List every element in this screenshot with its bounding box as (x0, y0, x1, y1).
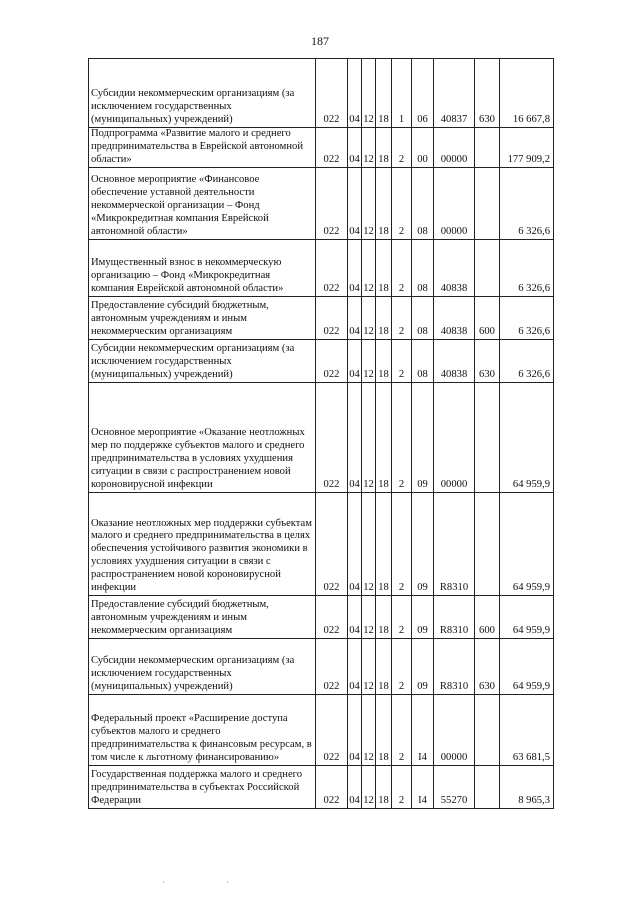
code-cell: 04 (348, 297, 362, 340)
scan-speck: · (162, 878, 165, 887)
code-cell (475, 766, 500, 809)
code-cell: 12 (362, 766, 376, 809)
table-row (89, 128, 554, 168)
code-cell: 022 (316, 297, 348, 340)
table-row (89, 493, 554, 596)
code-cell: 55270 (434, 766, 475, 809)
amount-cell: 6 326,6 (500, 297, 554, 340)
code-cell: 630 (475, 639, 500, 695)
code-cell: 06 (412, 59, 434, 128)
code-cell: 12 (362, 695, 376, 766)
code-cell: 18 (376, 639, 392, 695)
code-cell: 18 (376, 128, 392, 168)
row-name: Основное мероприятие «Финансовое обеспечение уставной деятельности некоммерческой организации – Фонд «Микрокредитная компания Еврейской автономной области» (89, 168, 316, 240)
row-name: Субсидии некоммерческим организациям (за исключением государственных (муниципальных) учреждений) (89, 59, 316, 128)
code-cell: 09 (412, 596, 434, 639)
table-row (89, 639, 554, 695)
budget-rows (89, 59, 554, 809)
row-name: Субсидии некоммерческим организациям (за исключением государственных (муниципальных) учреждений) (89, 639, 316, 695)
code-cell: 2 (392, 596, 412, 639)
code-cell: 022 (316, 340, 348, 383)
code-cell (475, 695, 500, 766)
code-cell: 12 (362, 128, 376, 168)
table-row (89, 297, 554, 340)
code-cell: 04 (348, 240, 362, 297)
code-cell (475, 168, 500, 240)
code-cell: 12 (362, 168, 376, 240)
code-cell: 09 (412, 383, 434, 493)
code-cell: 08 (412, 240, 434, 297)
code-cell: 2 (392, 340, 412, 383)
code-cell: 600 (475, 297, 500, 340)
table-row (89, 240, 554, 297)
code-cell (475, 383, 500, 493)
code-cell: 04 (348, 695, 362, 766)
table-row (89, 383, 554, 493)
code-cell: 18 (376, 240, 392, 297)
amount-cell: 16 667,8 (500, 59, 554, 128)
table-row (89, 766, 554, 809)
code-cell: 022 (316, 639, 348, 695)
row-name: Подпрограмма «Развитие малого и среднего предпринимательства в Еврейской автономной области» (89, 128, 316, 168)
code-cell: 2 (392, 493, 412, 596)
code-cell: 40837 (434, 59, 475, 128)
code-cell: I4 (412, 766, 434, 809)
table-row (89, 340, 554, 383)
amount-cell: 64 959,9 (500, 639, 554, 695)
code-cell: 18 (376, 340, 392, 383)
code-cell: 04 (348, 168, 362, 240)
code-cell: R8310 (434, 639, 475, 695)
amount-cell: 6 326,6 (500, 168, 554, 240)
code-cell: 18 (376, 493, 392, 596)
row-name: Субсидии некоммерческим организациям (за исключением государственных (муниципальных) учреждений) (89, 340, 316, 383)
code-cell: 04 (348, 596, 362, 639)
row-name: Оказание неотложных мер поддержки субъектам малого и среднего предпринимательства в целях обеспечения устойчивого развития экономики в условиях ухудшения ситуации в связи с распространением новой короновирусной инфекции (89, 493, 316, 596)
code-cell: 40838 (434, 297, 475, 340)
code-cell: 04 (348, 493, 362, 596)
code-cell: 04 (348, 383, 362, 493)
code-cell: 04 (348, 59, 362, 128)
code-cell (475, 128, 500, 168)
row-name: Государственная поддержка малого и среднего предпринимательства в субъектах Российской Федерации (89, 766, 316, 809)
code-cell: 18 (376, 383, 392, 493)
code-cell: R8310 (434, 493, 475, 596)
row-name: Основное мероприятие «Оказание неотложных мер по поддержке субъектов малого и среднего предпринимательства в условиях ухудшения ситуации в связи с распространением новой короновирусной инфекции (89, 383, 316, 493)
code-cell: 022 (316, 59, 348, 128)
code-cell: 022 (316, 240, 348, 297)
code-cell (475, 240, 500, 297)
code-cell: 630 (475, 340, 500, 383)
amount-cell: 6 326,6 (500, 240, 554, 297)
code-cell: 00000 (434, 695, 475, 766)
row-name: Предоставление субсидий бюджетным, автономным учреждениям и иным некоммерческим организациям (89, 297, 316, 340)
code-cell: 022 (316, 766, 348, 809)
code-cell: 2 (392, 383, 412, 493)
table-row (89, 59, 554, 128)
code-cell: 630 (475, 59, 500, 128)
code-cell: 18 (376, 168, 392, 240)
code-cell: R8310 (434, 596, 475, 639)
code-cell: 2 (392, 639, 412, 695)
code-cell: 40838 (434, 340, 475, 383)
row-name: Имущественный взнос в некоммерческую организацию – Фонд «Микрокредитная компания Еврейской автономной области» (89, 240, 316, 297)
code-cell: 022 (316, 695, 348, 766)
code-cell: 00 (412, 128, 434, 168)
code-cell: 022 (316, 493, 348, 596)
code-cell: 09 (412, 493, 434, 596)
amount-cell: 177 909,2 (500, 128, 554, 168)
code-cell: 12 (362, 493, 376, 596)
code-cell: I4 (412, 695, 434, 766)
page-number: 187 (311, 34, 329, 48)
code-cell: 40838 (434, 240, 475, 297)
code-cell: 2 (392, 766, 412, 809)
scan-speck: · (226, 878, 229, 887)
code-cell: 18 (376, 766, 392, 809)
amount-cell: 8 965,3 (500, 766, 554, 809)
table-row (89, 695, 554, 766)
code-cell: 2 (392, 128, 412, 168)
amount-cell: 64 959,9 (500, 596, 554, 639)
code-cell: 12 (362, 59, 376, 128)
code-cell: 00000 (434, 383, 475, 493)
code-cell: 12 (362, 240, 376, 297)
code-cell: 2 (392, 297, 412, 340)
code-cell: 08 (412, 297, 434, 340)
code-cell: 12 (362, 596, 376, 639)
code-cell: 2 (392, 695, 412, 766)
table-row (89, 596, 554, 639)
budget-table (88, 58, 554, 809)
code-cell: 18 (376, 297, 392, 340)
code-cell: 18 (376, 695, 392, 766)
code-cell: 08 (412, 168, 434, 240)
code-cell: 09 (412, 639, 434, 695)
code-cell: 1 (392, 59, 412, 128)
code-cell: 2 (392, 168, 412, 240)
amount-cell: 63 681,5 (500, 695, 554, 766)
code-cell: 04 (348, 340, 362, 383)
code-cell: 04 (348, 639, 362, 695)
code-cell: 600 (475, 596, 500, 639)
amount-cell: 64 959,9 (500, 383, 554, 493)
row-name: Предоставление субсидий бюджетным, автономным учреждениям и иным некоммерческим организациям (89, 596, 316, 639)
code-cell (475, 493, 500, 596)
code-cell: 08 (412, 340, 434, 383)
code-cell: 2 (392, 240, 412, 297)
code-cell: 12 (362, 340, 376, 383)
code-cell: 022 (316, 596, 348, 639)
amount-cell: 6 326,6 (500, 340, 554, 383)
code-cell: 04 (348, 128, 362, 168)
code-cell: 12 (362, 383, 376, 493)
amount-cell: 64 959,9 (500, 493, 554, 596)
code-cell: 12 (362, 639, 376, 695)
code-cell: 04 (348, 766, 362, 809)
code-cell: 18 (376, 596, 392, 639)
row-name: Федеральный проект «Расширение доступа субъектов малого и среднего предпринимательства к финансовым ресурсам, в том числе к льготному финансированию» (89, 695, 316, 766)
code-cell: 022 (316, 168, 348, 240)
table-row (89, 168, 554, 240)
code-cell: 12 (362, 297, 376, 340)
code-cell: 022 (316, 128, 348, 168)
code-cell: 00000 (434, 128, 475, 168)
code-cell: 18 (376, 59, 392, 128)
code-cell: 00000 (434, 168, 475, 240)
code-cell: 022 (316, 383, 348, 493)
